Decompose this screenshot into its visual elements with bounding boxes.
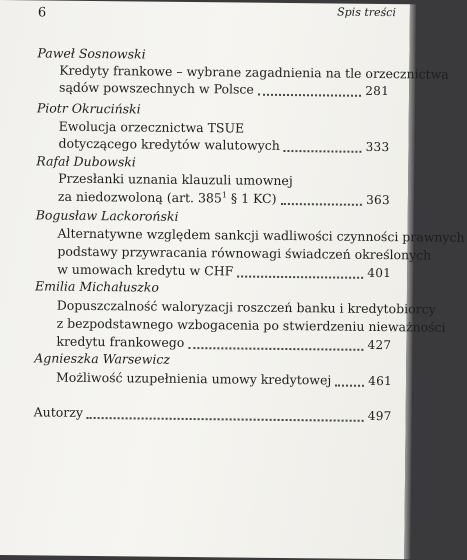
toc-title-line: Kredyty frankowe – wybrane zagadnienia na tle orzecznictwa xyxy=(59,62,449,82)
toc-title-line: Alternatywne względem sankcji wadliwości czynności prawnych xyxy=(57,225,465,245)
toc-title-line: dotyczącego kredytów walutowych xyxy=(58,135,280,153)
toc-leader-line xyxy=(56,370,392,391)
toc-leader-line xyxy=(58,136,389,156)
toc-title-line: sądów powszechnych w Polsce xyxy=(59,79,254,97)
page-edge-shadow xyxy=(404,4,416,559)
toc-page-number: 363 xyxy=(366,193,390,208)
toc-page-number: 401 xyxy=(367,265,392,281)
toc-title-line: Ewolucja orzecznictwa TSUE xyxy=(58,118,245,136)
toc-title-line: w umowach kredytu w CHF xyxy=(57,261,234,279)
dot-leader xyxy=(335,376,364,387)
dot-leader xyxy=(87,408,364,422)
dot-leader xyxy=(188,338,363,351)
toc-page-number: 461 xyxy=(368,373,393,389)
toc-author: Paweł Sosnowski xyxy=(37,45,146,62)
table-of-contents xyxy=(0,40,465,424)
dot-leader xyxy=(258,85,362,97)
toc-page-number: 333 xyxy=(365,139,390,155)
page-number: 6 xyxy=(37,5,47,21)
toc-title-line: Możliwość uzupełnienia umowy kredytowej xyxy=(55,369,332,388)
toc-author: Bogusław Lackoroński xyxy=(35,207,179,224)
toc-title-line: za niedozwoloną (art. $385^1$ § 1 KC) xyxy=(57,188,277,207)
dot-leader xyxy=(237,267,363,279)
dot-leader xyxy=(284,141,362,153)
toc-page-number: 497 xyxy=(367,408,392,424)
toc-author: Emilia Michałuszko xyxy=(34,278,159,295)
toc-author: Rafał Dubowski xyxy=(36,153,136,170)
dot-leader xyxy=(280,194,362,206)
running-head: Spis treści xyxy=(337,5,396,20)
toc-title-line: Dopuszczalność waloryzacji roszczeń banku i kredytobiorcy xyxy=(56,297,436,317)
toc-author: Piotr Okruciński xyxy=(36,100,141,117)
toc-leader-line xyxy=(59,80,389,100)
toc-authors-label: Autorzy xyxy=(33,404,84,420)
toc-title-line: Przesłanki uznania klauzuli umownej xyxy=(58,170,293,189)
toc-author: Agnieszka Warsewicz xyxy=(34,350,171,367)
toc-leader-line xyxy=(58,189,390,209)
toc-page-number: 281 xyxy=(365,83,390,99)
toc-title-line: podstawy przywracania równowagi świadczeń określonych xyxy=(57,243,432,263)
toc-page-number: 427 xyxy=(367,337,392,353)
toc-title-line: z bezpodstawnego wzbogacenia po stwierdzeniu nieważności xyxy=(56,315,446,335)
toc-authors-index-line xyxy=(34,404,392,425)
page-header xyxy=(0,2,400,26)
toc-title-line: kredytu frankowego xyxy=(56,333,185,350)
